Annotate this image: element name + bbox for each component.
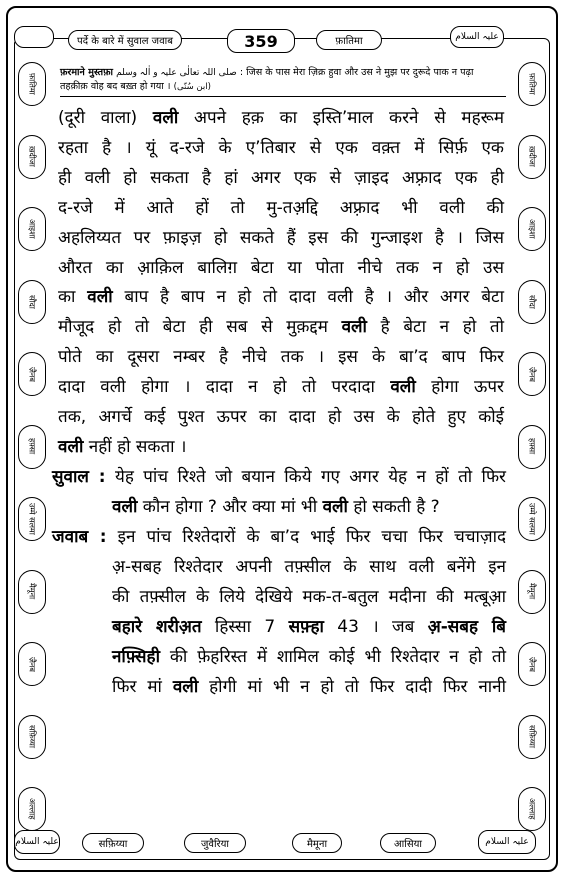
footer-tab-2: जुवैरिया (184, 833, 246, 853)
side-medallion: हफ़्सा (18, 425, 46, 469)
text-line: औरत का आ़क़िल बालिग़ बेटा या पोता नीचे तक न हो उस (58, 257, 504, 278)
side-medallion: सफ़िय्या (518, 715, 546, 759)
text-line: अहलिय्यत पर फ़ाइज़ हो सकते हैं इस की गुन्जाइश है । जिस (58, 227, 504, 248)
side-medallion: मैमूना (18, 570, 46, 614)
footer-left-corner: علیہ السلام (14, 830, 60, 854)
side-medallion: फ़ातिमा (518, 62, 546, 106)
note-arabic: صلی اللہ تعالٰی علیہ و اٰلہ وسلم (116, 68, 237, 78)
note-label: फ़रमाने मुस्तफ़ा (60, 67, 114, 78)
answer-block (52, 523, 506, 702)
text-line: द-रजे में आते हों तो मु-तअ़द्दि अफ़्राद भी वली की (58, 197, 504, 218)
text-line: मौजूद हो तो बेटा ही सब से मुक़द्दम वली है बेटा न हो तो (58, 317, 504, 338)
text-line: दादा वली होगा । दादा न हो तो परदादा वली होगा ऊपर (58, 377, 504, 398)
side-medallion: सौदा (518, 280, 546, 324)
text-line: पोते का दूसरा नम्बर है नीचे तक । इस के बा’द बाप फिर (58, 347, 504, 368)
note-line1: : जिस के पास मेरा ज़िक्र हुवा और उस ने मुझ पर दुरूदे पाक न पढ़ा (239, 67, 474, 78)
text-line: रहता है । यूं द-रजे के ए’तिबार से एक वक़्त में सिर्फ़ एक (58, 137, 504, 158)
text-line: अ़-सबह रिश्तेदार अपनी तफ़्सील के साथ वली बनेंगे इन (112, 556, 506, 577)
footer-tab-4: आसिया (380, 833, 436, 853)
answer-label: जवाब : (52, 527, 107, 547)
footer-right-corner: علیہ السلام (478, 830, 536, 854)
side-medallion: सफ़िय्या (18, 715, 46, 759)
text-line: बहारे शरीअ़त हिस्सा 7 सफ़्हा 43 । जब अ़-सबह बि (112, 616, 506, 637)
text-line: वली नहीं हो सकता । (58, 436, 187, 457)
header-right-corner: علیہ السلام (450, 26, 504, 48)
footer-tab-3: मैमूना (292, 833, 342, 853)
side-medallion: हफ़्सा (518, 425, 546, 469)
text-line: वली कौन होगा ? और क्या मां भी वली हो सकती है ? (112, 496, 440, 517)
page-number: 359 (227, 29, 295, 53)
text-line: ही वली हो सकता है हां अगर एक से ज़ाइद अफ़्राद एक ही (58, 167, 504, 188)
text-line: सुवाल : येह पांच रिश्ते जो बयान किये गए अगर येह न हों तो फिर (52, 467, 507, 487)
question-block (52, 463, 507, 523)
text-line: का वली बाप है बाप न हो तो दादा वली है । और अगर बेटा (58, 287, 504, 308)
side-medallion: आइशा (18, 207, 46, 251)
side-medallion: ख़दीजा (518, 135, 546, 179)
side-medallion: मैमूना (518, 570, 546, 614)
side-medallion: उम्मे सलमा (518, 497, 546, 541)
side-medallion: अल्लाह (518, 787, 546, 831)
side-medallion: अल्लाह (18, 787, 46, 831)
text-line: (दूरी वाला) वली अपने हक़ का इस्ति’माल करने से महरूम (58, 108, 504, 128)
side-medallion: ज़ैनब (518, 642, 546, 686)
side-medallion: ज़ैनब (518, 352, 546, 396)
text-line: नफ़्सिही की फ़ेहरिस्त में शामिल कोई भी रिश्तेदार न हो तो (112, 646, 506, 667)
body-text (58, 104, 504, 463)
text-line: की तफ़्सील के लिये देखिये मक-त-बतुल मदीना की मत्बूआ़ (112, 586, 506, 607)
side-medallion: ज़ैनब (18, 352, 46, 396)
note-source: (ابن سُنّی) (173, 82, 211, 92)
side-medallion: आइशा (518, 207, 546, 251)
header-divider (60, 96, 506, 97)
header-left-tab: पर्दे के बारे में सुवाल जवाब (68, 30, 182, 50)
text-line: तक, अगर्चे कई पुश्त ऊपर का दादा हो उस के होते हुए कोई (58, 407, 504, 428)
header-right-tab: फ़ातिमा (316, 30, 382, 50)
header-left-corner (14, 26, 54, 48)
side-medallion: सौदा (18, 280, 46, 324)
side-medallion: ख़दीजा (18, 135, 46, 179)
question-label: सुवाल : (52, 467, 106, 487)
side-medallion: ज़ैनब (18, 642, 46, 686)
text-line: फिर मां वली होगी मां भी न हो तो फिर दादी फिर नानी (112, 676, 506, 697)
side-medallion: फ़ातिमा (18, 62, 46, 106)
side-medallion: उम्मे सलमा (18, 497, 46, 541)
footer-tab-1: सफ़िय्या (82, 833, 144, 853)
text-line: जवाब : इन पांच रिश्तेदारों के बा’द भाई फिर चचा फिर चचाज़ाद (52, 527, 506, 547)
farmane-mustafa-note (60, 66, 506, 94)
note-line2: तहक़ीक़ वोह बद बख़्त हो गया । (60, 81, 171, 92)
